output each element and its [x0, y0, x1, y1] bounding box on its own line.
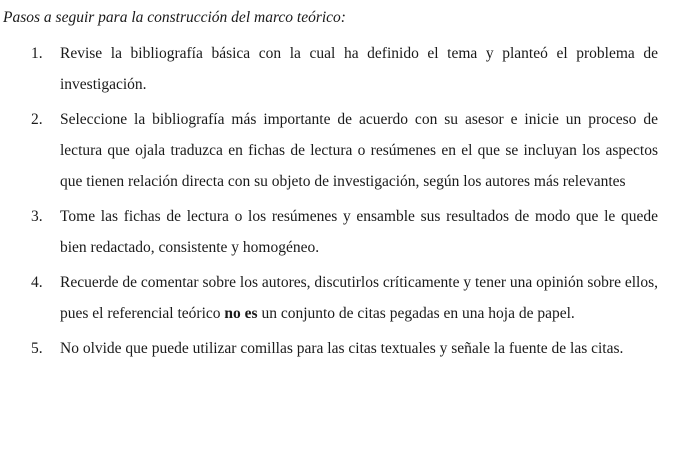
list-item	[0, 104, 676, 197]
list-item-text-part: Recuerde de comentar sobre los autores, discutirlos críticamente y tener una opinión sobre ellos, pues el referencial teórico	[60, 274, 658, 322]
list-item-text: Revise la bibliografía básica con la cual ha definido el tema y planteó el problema de investigación.	[60, 45, 658, 93]
list-item-number: 1.	[31, 45, 43, 62]
section-heading: Pasos a seguir para la construcción del marco teórico:	[3, 9, 346, 26]
list-item	[0, 267, 676, 329]
list-item	[0, 333, 676, 364]
steps-list	[0, 38, 676, 368]
list-item-number: 4.	[31, 274, 43, 291]
list-item	[0, 201, 676, 263]
list-item	[0, 38, 676, 100]
emphasis-text: no es	[224, 305, 258, 322]
list-item-number: 5.	[31, 340, 43, 357]
list-item-number: 3.	[31, 208, 43, 225]
list-item-number: 2.	[31, 111, 43, 128]
list-item-text	[60, 267, 658, 329]
list-item-text: No olvide que puede utilizar comillas para las citas textuales y señale la fuente de las citas.	[60, 340, 624, 357]
list-item-text-part: un conjunto de citas pegadas en una hoja de papel.	[257, 305, 575, 322]
list-item-text: Seleccione la bibliografía más importante de acuerdo con su asesor e inicie un proceso de lectura que ojala traduzca en fichas de lectura o resúmenes en el que se incluyan los aspectos que tienen relación directa con su objeto de investigación, según los autores más relevantes	[60, 111, 658, 190]
list-item-text: Tome las fichas de lectura o los resúmenes y ensamble sus resultados de modo que le quede bien redactado, consistente y homogéneo.	[60, 208, 658, 256]
